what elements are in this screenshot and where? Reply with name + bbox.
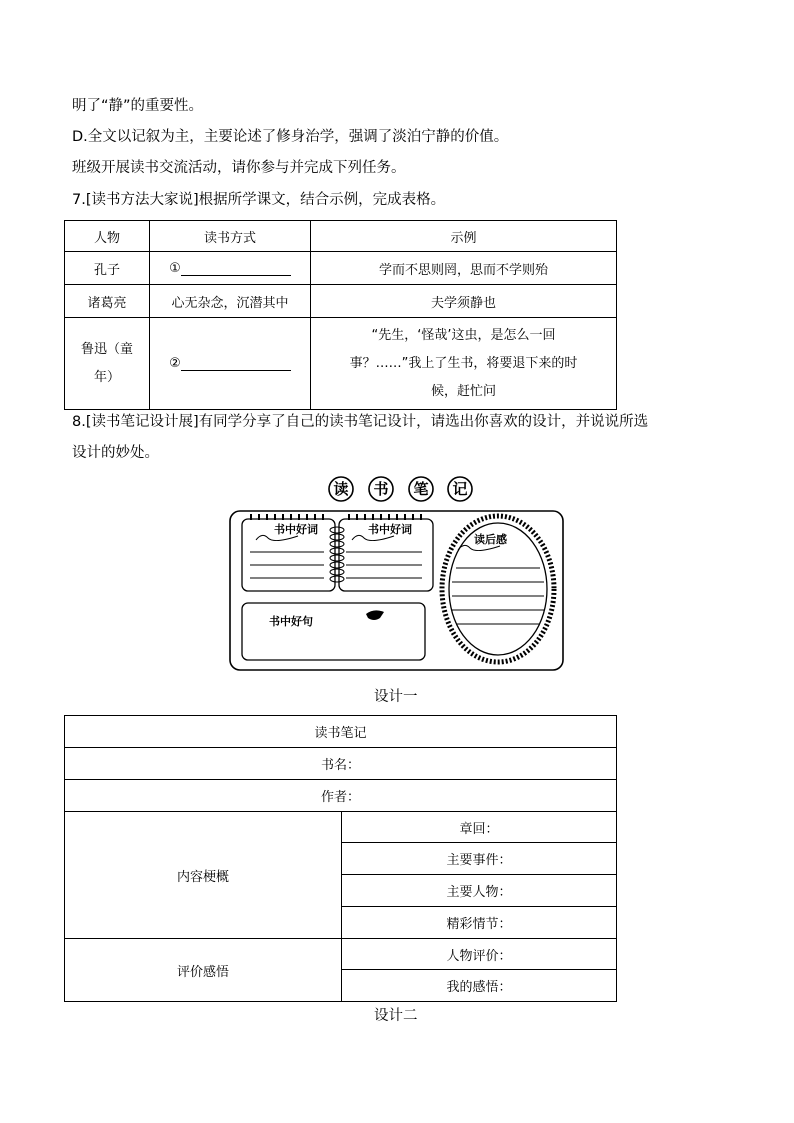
box-good-sentences: 书中好句: [269, 615, 313, 628]
row1-person: 孔子: [65, 252, 150, 285]
blank-marker-1: ①: [169, 260, 181, 276]
row3-person-line1: 鲁迅（童: [80, 341, 133, 357]
design-1-illustration: [228, 474, 566, 674]
d2-book-name[interactable]: 书名：: [65, 748, 617, 780]
d2-main-characters[interactable]: 主要人物：: [342, 875, 617, 907]
row3-example-line3: 候，赶忙问: [430, 383, 496, 399]
header-example: 示例: [311, 221, 617, 252]
design-2-caption: 设计二: [374, 1008, 418, 1024]
blank-marker-2: ②: [169, 356, 181, 371]
box-good-words-2: 书中好词: [368, 523, 412, 536]
paragraph-option-d: D.全文以记叙为主，主要论述了修身治学，强调了淡泊宁静的价值。: [72, 129, 509, 145]
design-2-table: [64, 715, 617, 1002]
title-char-1: 读: [333, 480, 349, 498]
question-8-line2: 设计的妙处。: [72, 445, 159, 461]
row3-method[interactable]: [150, 318, 311, 410]
d2-main-events[interactable]: 主要事件：: [342, 843, 617, 875]
row3-example: [311, 318, 617, 410]
d2-my-thoughts[interactable]: 我的感悟：: [342, 970, 617, 1002]
row2-method: 心无杂念，沉潜其中: [150, 285, 311, 318]
d2-title: 读书笔记: [65, 716, 617, 748]
design-1-caption: 设计一: [374, 689, 418, 705]
row1-example: 学而不思则罔，思而不学则殆: [311, 252, 617, 285]
d2-character-review[interactable]: 人物评价：: [342, 939, 617, 970]
d2-highlights[interactable]: 精彩情节：: [342, 907, 617, 939]
paragraph-activity: 班级开展读书交流活动，请你参与并完成下列任务。: [72, 160, 406, 176]
row3-person-line2: 年）: [93, 369, 120, 385]
reading-method-table: [64, 220, 617, 410]
row3-example-line1: “先生，‘怪哉’这虫，是怎么一回: [371, 327, 556, 343]
d2-chapter[interactable]: 章回：: [342, 812, 617, 843]
row1-method[interactable]: [150, 252, 311, 285]
question-8-line1: 8.[读书笔记设计展]有同学分享了自己的读书笔记设计，请选出你喜欢的设计，并说说所选: [72, 414, 649, 430]
box-good-words-1: 书中好词: [274, 523, 318, 536]
d2-author[interactable]: 作者：: [65, 780, 617, 812]
d2-review-label: 评价感悟: [65, 939, 342, 1002]
question-7: 7.[读书方法大家说]根据所学课文，结合示例，完成表格。: [72, 192, 446, 208]
row2-example: 夫学须静也: [311, 285, 617, 318]
title-char-4: 记: [452, 480, 468, 498]
header-method: 读书方式: [150, 221, 311, 252]
paragraph-1: 明了“静”的重要性。: [72, 98, 204, 114]
title-char-2: 书: [373, 480, 389, 498]
answer-blank-1[interactable]: [181, 261, 291, 276]
row3-person: [65, 318, 150, 410]
d2-summary-label: 内容梗概: [65, 812, 342, 939]
oval-afterthoughts: 读后感: [474, 533, 507, 546]
row2-person: 诸葛亮: [65, 285, 150, 318]
header-person: 人物: [65, 221, 150, 252]
title-char-3: 笔: [413, 480, 429, 498]
answer-blank-2[interactable]: [181, 356, 291, 371]
row3-example-line2: 事？……”我上了生书，将要退下来的时: [349, 355, 578, 371]
